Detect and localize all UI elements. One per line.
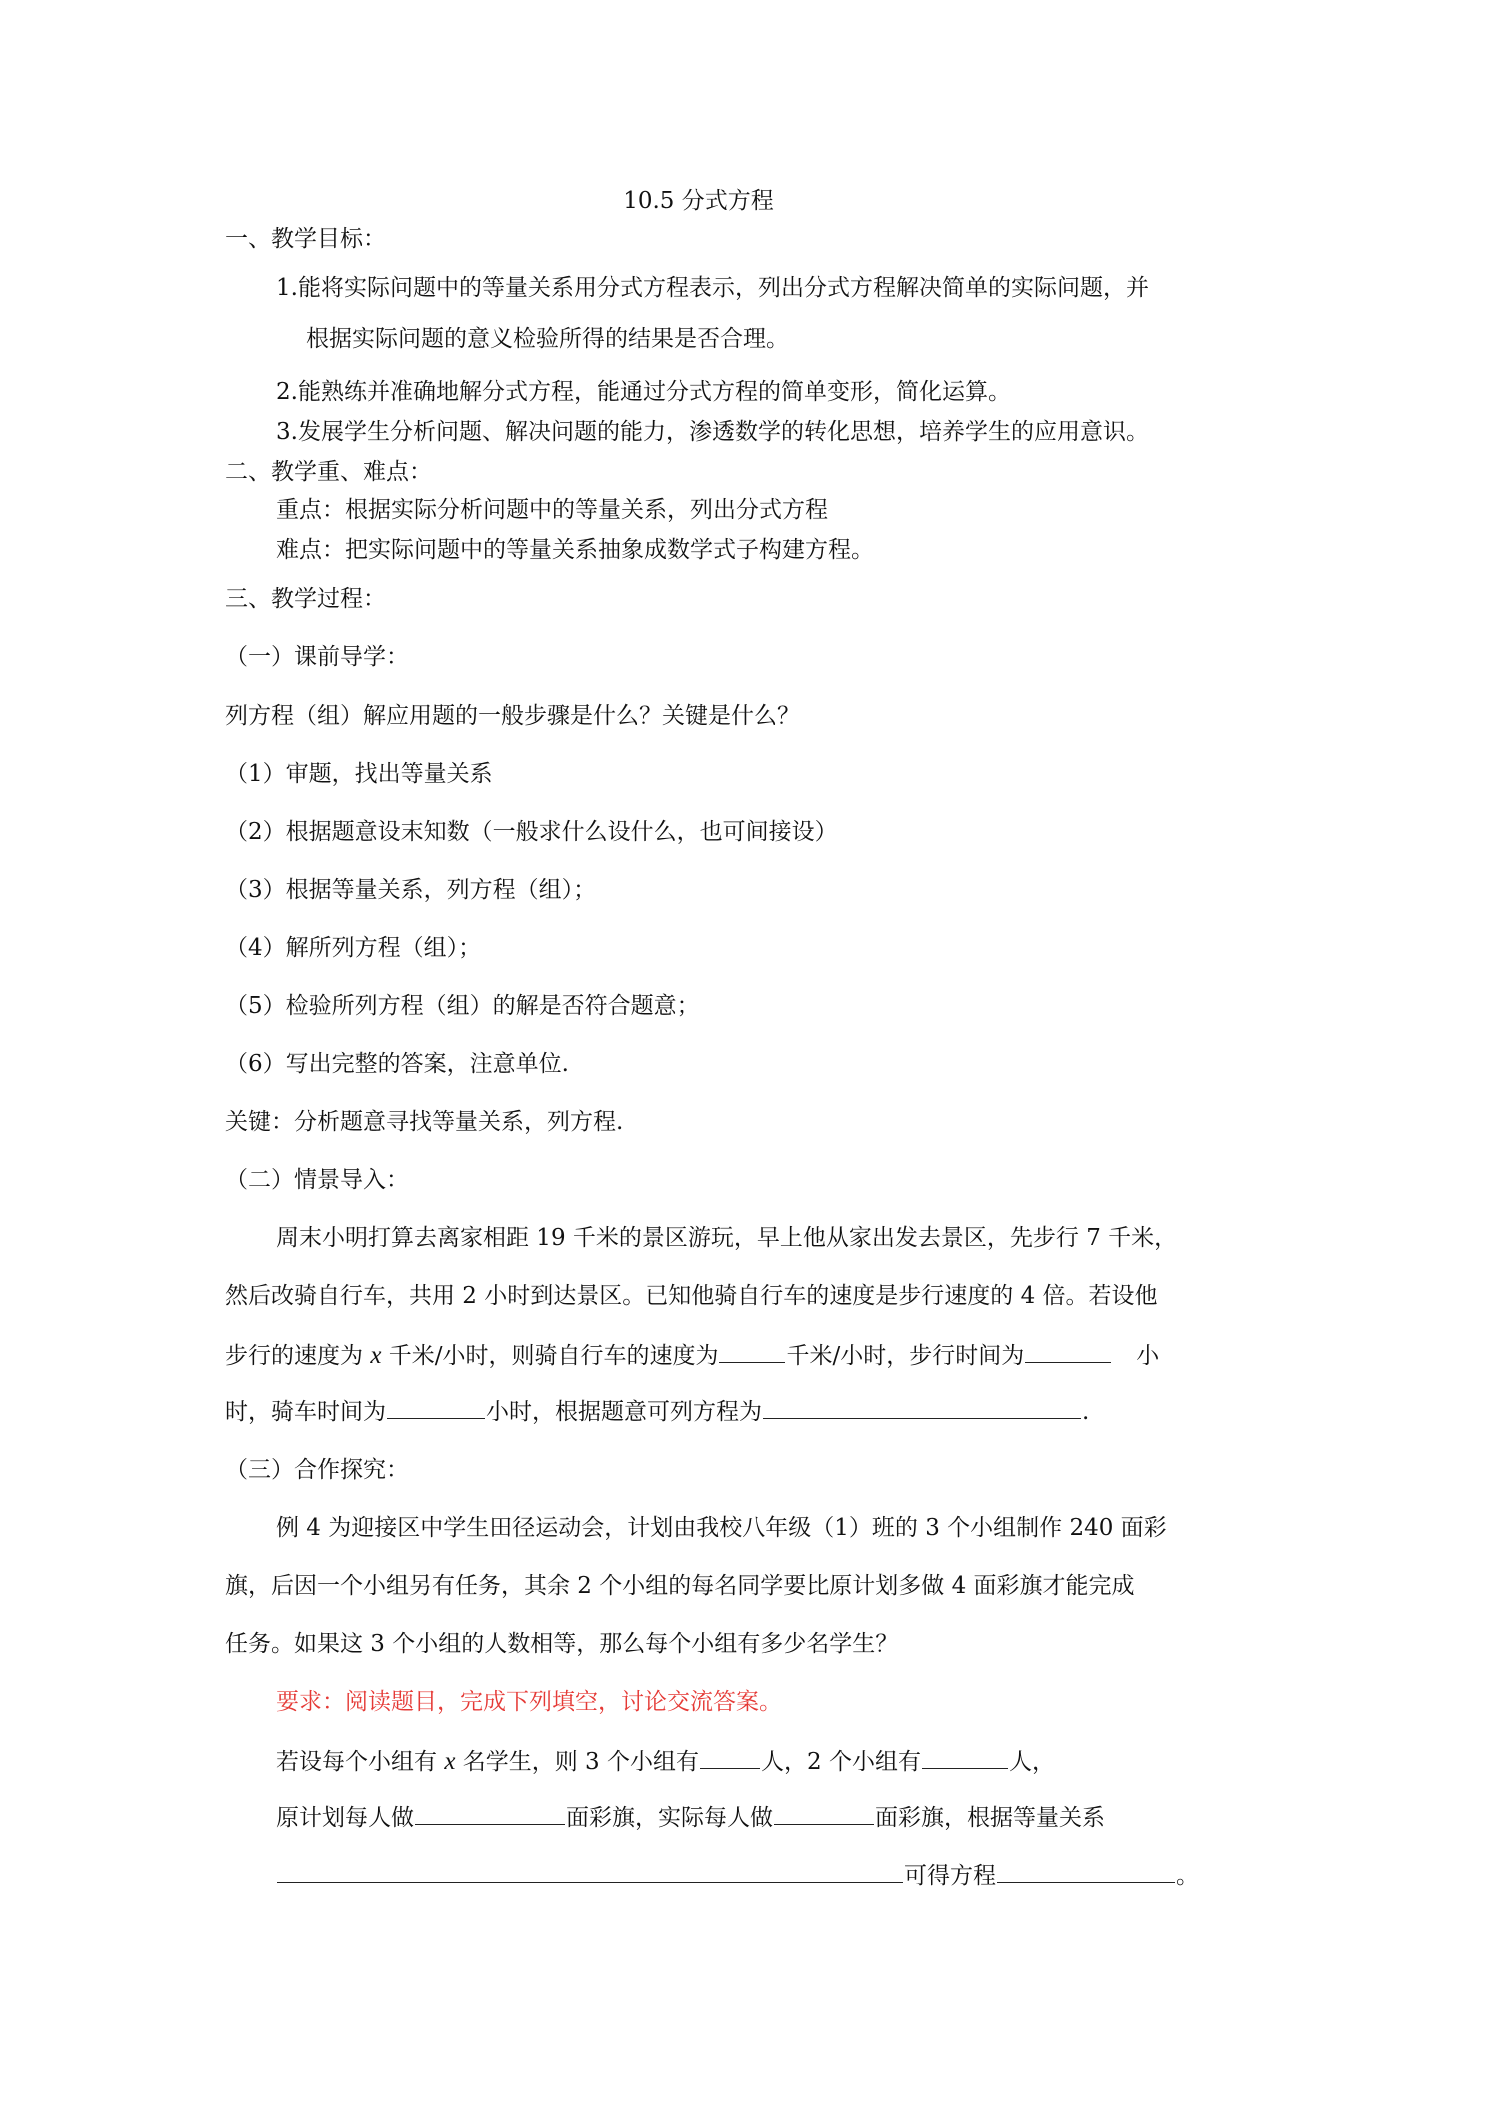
objective-2: 2.能熟练并准确地解分式方程，能通过分式方程的简单变形，简化运算。 [276, 379, 1011, 405]
scenario-line-1: 周末小明打算去离家相距 19 千米的景区游玩，早上他从家出发去景区，先步行 7 千米， [276, 1225, 1178, 1251]
part2-heading: （二）情景导入： [225, 1167, 409, 1193]
scenario-text: 小时，根据题意可列方程为 [486, 1399, 762, 1425]
step-6: （6）写出完整的答案，注意单位. [225, 1051, 569, 1077]
example-line-2: 旗，后因一个小组另有任务，其余 2 个小组的每名同学要比原计划多做 4 面彩旗才能完成 [225, 1573, 1135, 1599]
step-4: （4）解所列方程（组）； [225, 935, 482, 961]
step-3: （3）根据等量关系，列方程（组）； [225, 877, 597, 903]
step-2: （2）根据题意设末知数（一般求什么设什么，也可间接设） [225, 819, 838, 845]
fill-blank-three-groups[interactable] [700, 1767, 760, 1769]
scenario-text: 小 [1136, 1343, 1160, 1369]
scenario-text: 时，骑车时间为 [225, 1399, 386, 1425]
variable-x: x [444, 1748, 456, 1775]
fill-blank-two-groups[interactable] [922, 1767, 1008, 1769]
fill-text: 可得方程 [904, 1863, 996, 1889]
fill-line-3 [276, 1865, 1199, 1888]
key-line: 关键：分析题意寻找等量关系，列方程. [225, 1109, 624, 1135]
requirement-text: 要求：阅读题目，完成下列填空，讨论交流答案。 [276, 1689, 782, 1715]
key-points-heading: 二、教学重、难点： [225, 459, 432, 485]
variable-x: x [370, 1342, 382, 1369]
process-heading: 三、教学过程： [225, 586, 386, 612]
fill-blank-bike-speed[interactable] [719, 1361, 785, 1363]
fill-text: 。 [1176, 1863, 1199, 1889]
steps-question: 列方程（组）解应用题的一般步骤是什么？关键是什么？ [225, 703, 800, 729]
scenario-line-4 [225, 1401, 1089, 1424]
fill-line-2 [276, 1807, 1105, 1830]
document-title: 10.5 分式方程 [623, 188, 774, 214]
example-line-3: 任务。如果这 3 个小组的人数相等，那么每个小组有多少名学生？ [225, 1631, 899, 1657]
objectives-heading: 一、教学目标： [225, 226, 386, 252]
scenario-text: 千米/小时，则骑自行车的速度为 [388, 1343, 719, 1369]
part3-heading: （三）合作探究： [225, 1457, 409, 1483]
fill-blank-actual-flags[interactable] [774, 1823, 874, 1825]
fill-text: 若设每个小组有 [276, 1749, 437, 1775]
difficult-point: 难点：把实际问题中的等量关系抽象成数学式子构建方程。 [276, 537, 874, 563]
fill-blank-equation[interactable] [763, 1417, 1081, 1419]
scenario-line-2: 然后改骑自行车，共用 2 小时到达景区。已知他骑自行车的速度是步行速度的 4 倍。若设他 [225, 1283, 1158, 1309]
example-line-1: 例 4 为迎接区中学生田径运动会，计划由我校八年级（1）班的 3 个小组制作 240 面彩 [276, 1515, 1167, 1541]
fill-text: 面彩旗，实际每人做 [566, 1805, 773, 1831]
scenario-text: 千米/小时，步行时间为 [786, 1343, 1025, 1369]
fill-blank-walk-time[interactable] [1025, 1361, 1111, 1363]
step-5: （5）检验所列方程（组）的解是否符合题意； [225, 993, 700, 1019]
fill-blank-planned-flags[interactable] [415, 1823, 565, 1825]
objective-1-line-2: 根据实际问题的意义检验所得的结果是否合理。 [306, 326, 789, 352]
objective-3: 3.发展学生分析问题、解决问题的能力，渗透数学的转化思想，培养学生的应用意识。 [276, 419, 1149, 445]
scenario-text: . [1082, 1399, 1090, 1425]
step-1: （1）审题，找出等量关系 [225, 761, 493, 787]
fill-text: 名学生，则 3 个小组有 [462, 1749, 699, 1775]
scenario-text: 步行的速度为 [225, 1343, 363, 1369]
fill-text: 面彩旗，根据等量关系 [875, 1805, 1105, 1831]
fill-blank-equation-result[interactable] [997, 1881, 1175, 1883]
fill-line-1 [276, 1749, 1055, 1774]
scenario-line-3 [225, 1343, 1159, 1368]
objective-1-line-1: 1.能将实际问题中的等量关系用分式方程表示，列出分式方程解决简单的实际问题，并 [276, 275, 1149, 301]
key-point: 重点：根据实际分析问题中的等量关系，列出分式方程 [276, 497, 828, 523]
part1-heading: （一）课前导学： [225, 644, 409, 670]
fill-blank-bike-time[interactable] [387, 1417, 485, 1419]
fill-text: 原计划每人做 [276, 1805, 414, 1831]
fill-text: 人，2 个小组有 [761, 1749, 921, 1775]
fill-blank-equal-relation[interactable] [277, 1881, 903, 1883]
fill-text: 人， [1008, 1749, 1055, 1775]
